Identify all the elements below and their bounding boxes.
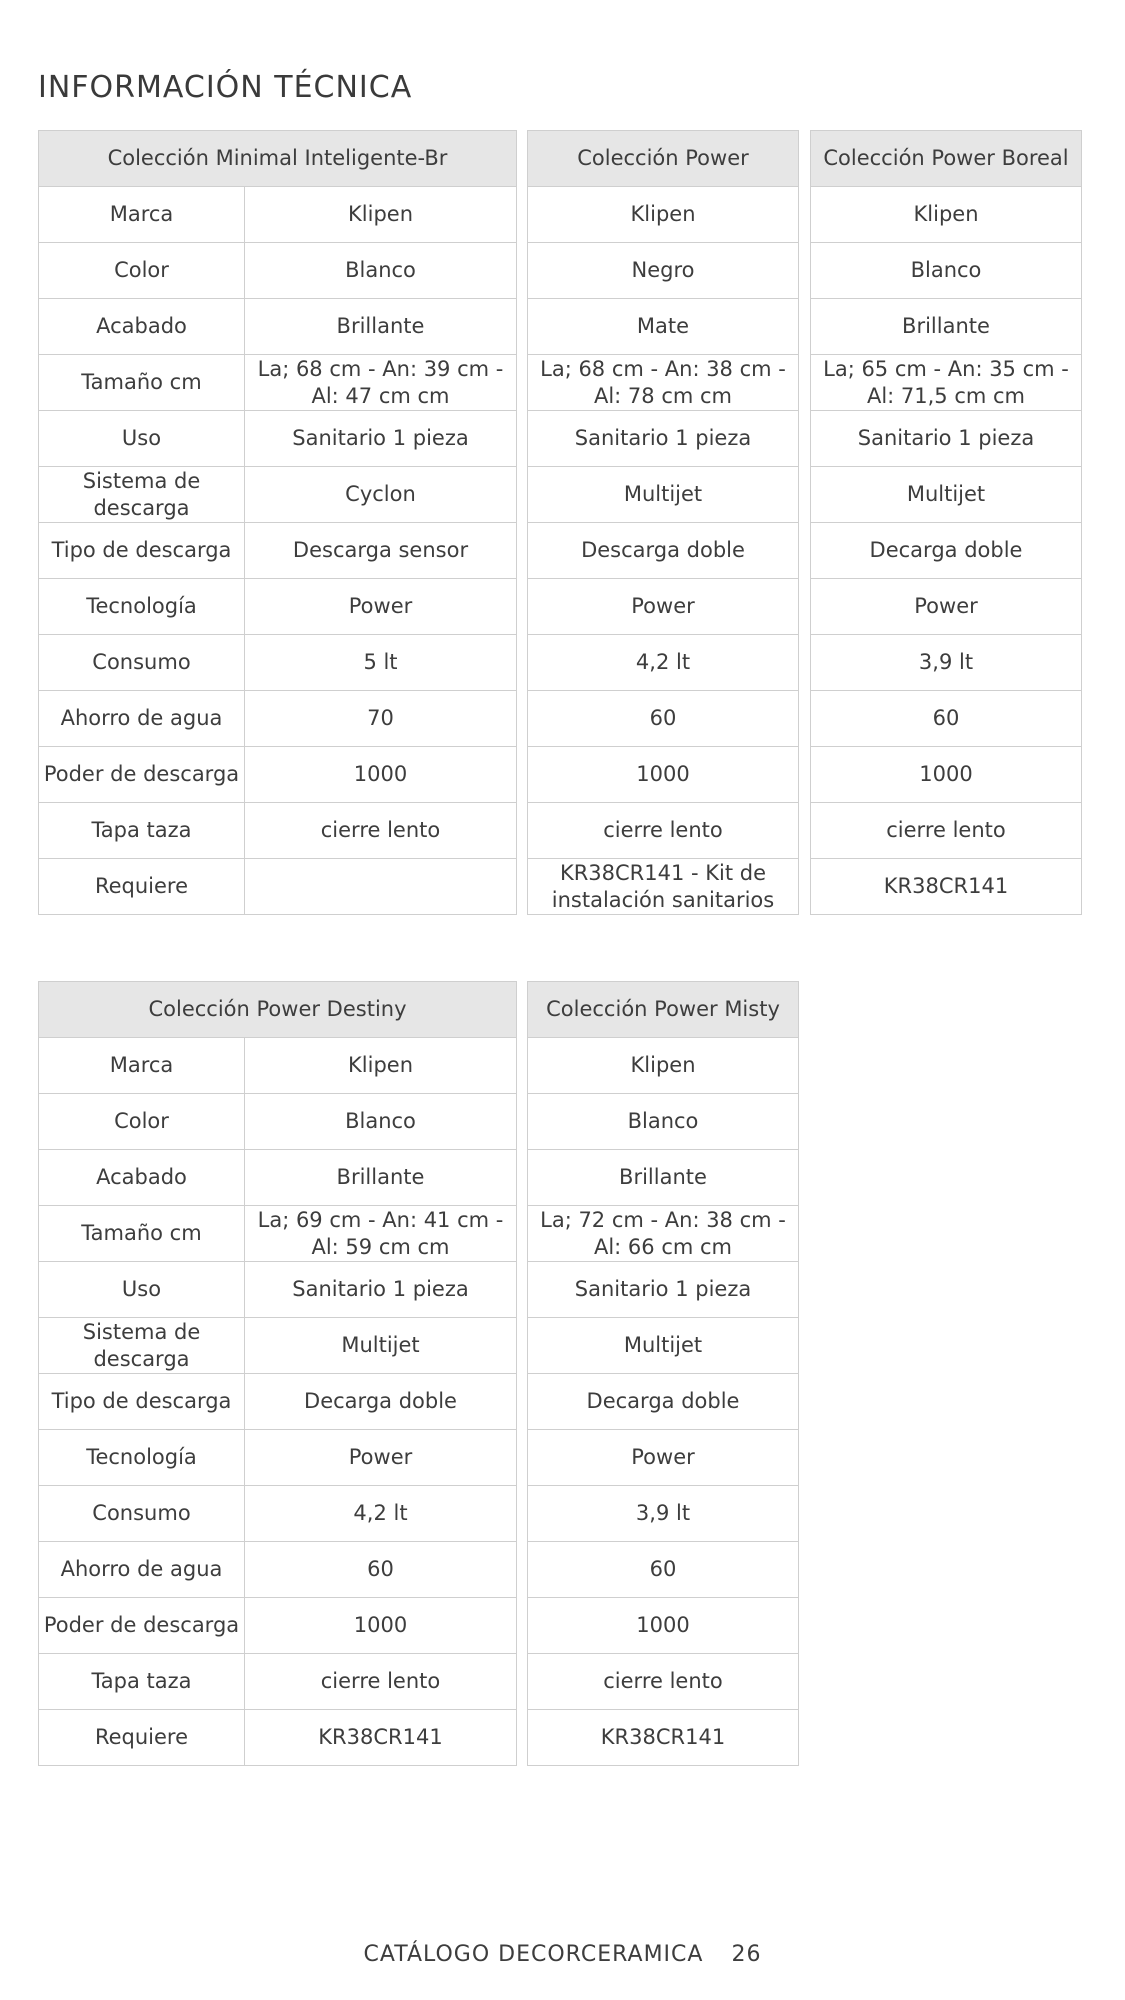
spec-value: 3,9 lt — [811, 635, 1082, 691]
spec-value: Brillante — [528, 1150, 799, 1206]
spec-value: Decarga doble — [528, 1374, 799, 1430]
table-header-row — [811, 131, 1082, 187]
spec-label: Tamaño cm — [39, 355, 245, 411]
table-row — [811, 355, 1082, 411]
table-row — [528, 187, 799, 243]
table-row — [528, 1598, 799, 1654]
table-row — [528, 579, 799, 635]
table-row — [528, 1094, 799, 1150]
spec-label: Uso — [39, 1262, 245, 1318]
table-row — [39, 635, 517, 691]
spec-value: KR38CR141 — [528, 1710, 799, 1766]
table-row — [528, 1038, 799, 1094]
spec-value: Brillante — [811, 299, 1082, 355]
table-row — [528, 747, 799, 803]
spec-value: 60 — [245, 1542, 517, 1598]
spec-value: Klipen — [245, 187, 517, 243]
table-row — [528, 691, 799, 747]
spec-value: cierre lento — [245, 803, 517, 859]
spec-value: Brillante — [245, 299, 517, 355]
spec-value: 1000 — [245, 1598, 517, 1654]
collection-name: Colección Power Boreal — [811, 131, 1082, 187]
spec-value: Blanco — [528, 1094, 799, 1150]
spec-value: Decarga doble — [245, 1374, 517, 1430]
spec-value: KR38CR141 - Kit de instalación sanitarios — [528, 859, 799, 915]
spec-value: Multijet — [811, 467, 1082, 523]
page-number: 26 — [731, 1942, 762, 1967]
table-row — [528, 411, 799, 467]
spec-value: 1000 — [245, 747, 517, 803]
spec-label: Color — [39, 243, 245, 299]
table-row — [39, 1038, 517, 1094]
table-row — [39, 579, 517, 635]
table-row — [811, 691, 1082, 747]
spec-value: 60 — [528, 1542, 799, 1598]
spec-table-misty — [527, 981, 799, 1766]
table-row — [39, 1430, 517, 1486]
spec-label: Color — [39, 1094, 245, 1150]
spec-value: Negro — [528, 243, 799, 299]
spec-value: 4,2 lt — [245, 1486, 517, 1542]
table-row — [528, 1150, 799, 1206]
table-row — [528, 355, 799, 411]
spec-table-destiny — [38, 981, 517, 1766]
table-row — [528, 635, 799, 691]
spec-value: Blanco — [245, 1094, 517, 1150]
spec-value: Power — [245, 579, 517, 635]
page-footer — [0, 1942, 1125, 1967]
spec-value: 1000 — [528, 1598, 799, 1654]
table-row — [39, 187, 517, 243]
spec-value: Multijet — [245, 1318, 517, 1374]
spec-value: Blanco — [245, 243, 517, 299]
spec-table-boreal — [810, 130, 1082, 915]
table-row — [811, 467, 1082, 523]
table-row — [528, 1542, 799, 1598]
table-row — [811, 523, 1082, 579]
spec-label: Uso — [39, 411, 245, 467]
spec-value: Mate — [528, 299, 799, 355]
table-row — [528, 1374, 799, 1430]
table-row — [528, 243, 799, 299]
spec-label: Sistema de descarga — [39, 1318, 245, 1374]
table-header-row — [528, 982, 799, 1038]
spec-value — [245, 859, 517, 915]
spec-value: Sanitario 1 pieza — [245, 1262, 517, 1318]
spec-label: Poder de descarga — [39, 747, 245, 803]
spec-value: cierre lento — [245, 1654, 517, 1710]
spec-label: Marca — [39, 1038, 245, 1094]
spec-label: Tecnología — [39, 1430, 245, 1486]
table-row — [811, 411, 1082, 467]
spec-label: Requiere — [39, 1710, 245, 1766]
table-header-row — [39, 982, 517, 1038]
spec-value: 3,9 lt — [528, 1486, 799, 1542]
table-row — [39, 1094, 517, 1150]
spec-label: Ahorro de agua — [39, 691, 245, 747]
table-row — [528, 803, 799, 859]
spec-label: Poder de descarga — [39, 1598, 245, 1654]
spec-table-power — [527, 130, 799, 915]
page-title: INFORMACIÓN TÉCNICA — [38, 70, 413, 105]
spec-value: 60 — [528, 691, 799, 747]
collection-name: Colección Power — [528, 131, 799, 187]
table-row — [39, 1150, 517, 1206]
spec-value: La; 72 cm - An: 38 cm - Al: 66 cm cm — [528, 1206, 799, 1262]
table-row — [811, 579, 1082, 635]
spec-value: Sanitario 1 pieza — [811, 411, 1082, 467]
spec-value: La; 68 cm - An: 39 cm - Al: 47 cm cm — [245, 355, 517, 411]
spec-value: Sanitario 1 pieza — [528, 411, 799, 467]
table-header-row — [39, 131, 517, 187]
footer-catalog-title: CATÁLOGO DECORCERAMICA — [363, 1942, 704, 1967]
spec-value: Klipen — [811, 187, 1082, 243]
table-row — [528, 1486, 799, 1542]
table-row — [39, 1598, 517, 1654]
table-row — [39, 243, 517, 299]
table-row — [811, 859, 1082, 915]
table-row — [811, 299, 1082, 355]
table-row — [39, 299, 517, 355]
table-row — [39, 1206, 517, 1262]
collection-name: Colección Power Destiny — [39, 982, 517, 1038]
table-row — [528, 523, 799, 579]
spec-value: La; 68 cm - An: 38 cm - Al: 78 cm cm — [528, 355, 799, 411]
table-row — [39, 1262, 517, 1318]
spec-value: Descarga doble — [528, 523, 799, 579]
spec-label: Consumo — [39, 1486, 245, 1542]
spec-label: Consumo — [39, 635, 245, 691]
spec-value: Klipen — [528, 187, 799, 243]
table-row — [528, 1206, 799, 1262]
table-row — [39, 355, 517, 411]
spec-value: Descarga sensor — [245, 523, 517, 579]
spec-label: Tecnología — [39, 579, 245, 635]
spec-label: Acabado — [39, 299, 245, 355]
table-row — [811, 635, 1082, 691]
table-row — [528, 1262, 799, 1318]
table-row — [39, 523, 517, 579]
table-row — [528, 1318, 799, 1374]
spec-value: KR38CR141 — [811, 859, 1082, 915]
spec-value: cierre lento — [528, 1654, 799, 1710]
table-row — [39, 1374, 517, 1430]
table-row — [39, 859, 517, 915]
spec-value: Multijet — [528, 467, 799, 523]
table-row — [811, 803, 1082, 859]
table-row — [528, 1654, 799, 1710]
spec-value: Multijet — [528, 1318, 799, 1374]
spec-value: 60 — [811, 691, 1082, 747]
table-row — [811, 187, 1082, 243]
spec-value: Sanitario 1 pieza — [245, 411, 517, 467]
table-row — [39, 1542, 517, 1598]
spec-value: 1000 — [528, 747, 799, 803]
spec-value: La; 65 cm - An: 35 cm - Al: 71,5 cm cm — [811, 355, 1082, 411]
table-row — [39, 1654, 517, 1710]
table-row — [811, 243, 1082, 299]
spec-value: La; 69 cm - An: 41 cm - Al: 59 cm cm — [245, 1206, 517, 1262]
table-row — [811, 747, 1082, 803]
spec-label: Acabado — [39, 1150, 245, 1206]
spec-label: Requiere — [39, 859, 245, 915]
spec-value: Brillante — [245, 1150, 517, 1206]
table-row — [528, 1710, 799, 1766]
spec-label: Marca — [39, 187, 245, 243]
spec-value: 1000 — [811, 747, 1082, 803]
spec-value: cierre lento — [528, 803, 799, 859]
collection-name: Colección Power Misty — [528, 982, 799, 1038]
table-row — [39, 691, 517, 747]
spec-label: Sistema de descarga — [39, 467, 245, 523]
table-header-row — [528, 131, 799, 187]
spec-label: Tapa taza — [39, 1654, 245, 1710]
spec-value: Sanitario 1 pieza — [528, 1262, 799, 1318]
spec-value: KR38CR141 — [245, 1710, 517, 1766]
spec-table-minimal — [38, 130, 517, 915]
table-row — [39, 747, 517, 803]
collection-name: Colección Minimal Inteligente-Br — [39, 131, 517, 187]
spec-value: Power — [528, 1430, 799, 1486]
table-row — [39, 1486, 517, 1542]
spec-value: cierre lento — [811, 803, 1082, 859]
spec-value: Cyclon — [245, 467, 517, 523]
table-row — [528, 1430, 799, 1486]
spec-label: Tamaño cm — [39, 1206, 245, 1262]
spec-label: Ahorro de agua — [39, 1542, 245, 1598]
table-row — [39, 803, 517, 859]
table-row — [528, 859, 799, 915]
spec-value: 4,2 lt — [528, 635, 799, 691]
spec-value: Power — [245, 1430, 517, 1486]
spec-value: Klipen — [245, 1038, 517, 1094]
spec-value: Power — [811, 579, 1082, 635]
table-row — [39, 1318, 517, 1374]
table-row — [39, 411, 517, 467]
table-row — [528, 299, 799, 355]
spec-value: 70 — [245, 691, 517, 747]
spec-label: Tapa taza — [39, 803, 245, 859]
spec-value: Power — [528, 579, 799, 635]
table-row — [39, 1710, 517, 1766]
spec-value: Decarga doble — [811, 523, 1082, 579]
spec-label: Tipo de descarga — [39, 523, 245, 579]
spec-value: Blanco — [811, 243, 1082, 299]
spec-value: Klipen — [528, 1038, 799, 1094]
table-row — [39, 467, 517, 523]
spec-label: Tipo de descarga — [39, 1374, 245, 1430]
spec-value: 5 lt — [245, 635, 517, 691]
table-row — [528, 467, 799, 523]
